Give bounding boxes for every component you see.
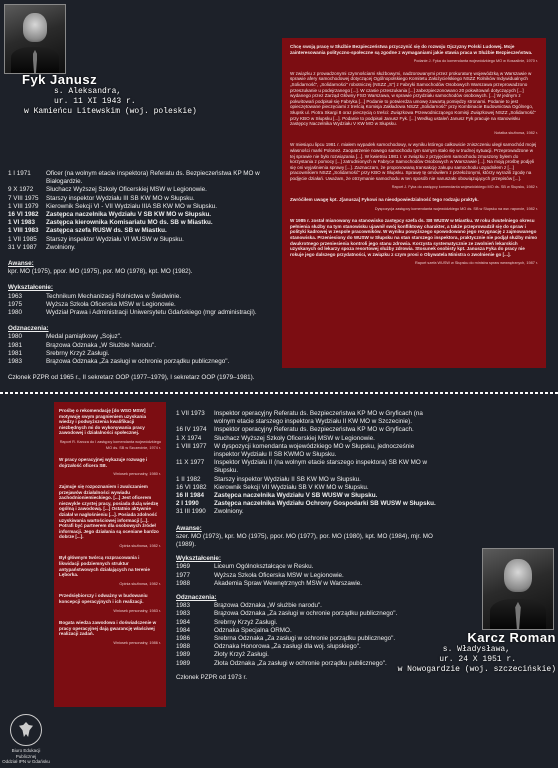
quote-source: Raport R. Karcza do I zastępcy komendanta wojewódzkiego MO ds. SB w Szczecinie, 1974 r.	[59, 439, 161, 450]
list-item: 1963 Technikum Mechanizacji Rolnictwa w Świdwinie.	[8, 292, 182, 300]
quote-source: Raport J. Fyka do zastępcy komendanta wojewódzkiego MO ds. SB w Słupsku, 1982 r.	[391, 185, 538, 190]
section-heading: Odznaczenia:	[8, 325, 49, 333]
name-line: s. Władysława,	[442, 645, 510, 654]
list-item: 1989 Złota Odznaka „Za zasługi w ochronie porządku publicznego".	[176, 659, 387, 667]
quote-text: Chcę swoją pracę w Służbie Bezpieczeństwa przyczynić się do rozwoju Ojczyzny Polski Ludowej. Moje zainteresowania polityczno-społeczne są zgodne z wymaganiami jakie stawia praca w Służbie Bezpieczeństwa.	[290, 44, 533, 55]
quotes-panel-karcz	[54, 402, 166, 707]
timeline-row: 16 VI 1982 Kierownik Sekcji VII Wydziału SB V KW MO w Słupsku.	[176, 483, 369, 491]
list-item: 1981 Brązowa Odznaka „W Służbie Narodu".	[8, 341, 157, 349]
quote-text: Zajmuje się rozpoznaniem i zwalczaniem przejawów działalności wywiadu zachodnioniemieckiego. [...] Jest oficerem niezwykle czystej pracy, posiada dużą wiedzę ogólną i zawodową. [...] Ostatnio aktywnie działał w nagłośnieniu [...]. Posiada zdolność uzyskiwania wartościowej informacji [...]. Potrafi być partnerem dla osobowych źródeł informacji. Jego działania są oceniane bardzo dobrze [...].	[59, 483, 159, 540]
person-name: Fyk Janusz	[22, 72, 98, 87]
list-item: 1983 Brązowa Odznaka „Za zasługi w ochronie porządku publicznego".	[176, 610, 398, 618]
decorations-list	[8, 333, 229, 366]
name-block-karcz	[356, 630, 556, 675]
timeline-row: 31 III 1990 Zwolniony.	[176, 508, 244, 516]
name-line: w Nowogardzie (woj. szczecińskie)	[397, 665, 556, 674]
footer-credit	[2, 748, 50, 765]
quote-source: Wniosek personalny, 1980 r.	[113, 472, 161, 477]
timeline-row: 1 VIII 1983 Zastępca szefa RUSW ds. SB w Miastku.	[8, 227, 167, 235]
timeline-row: 16 IV 1974 Inspektor operacyjny Referatu ds. Bezpieczeństwa KP MO w Gryficach.	[176, 426, 414, 434]
section-heading: Wykształcenie:	[176, 555, 222, 563]
list-item: 1988 Odznaka Honorowa „Za zasługi dla woj. słupskiego".	[176, 643, 361, 651]
section-heading: Wykształcenie:	[8, 284, 54, 292]
quote-source: Wniosek personalny, 1983 r.	[113, 608, 161, 613]
list-item: 1983 Brązowa Odznaka „W służbie narodu".	[176, 602, 322, 610]
timeline-row: 1 VIII 1977 W dyspozycji komendanta wojewódzkiego MO w Słupsku, jednocześnie inspektor Wydziału II SB KWMO w Słupsku.	[176, 442, 415, 459]
list-item: 1977 Wyższa Szkoła Oficerska MSW w Legionowie.	[176, 571, 344, 579]
quote-text: W miesiącu lipcu 1981 r. miałem wypadek samochodowy, w wyniku którego całkowicie zniszczeniu uległ samochód mojej własności marki Polonez. Zaopatrzenie nowego samochodu tym samym stało się w trudnej sytuacji. Przeprowadzone w tej sprawie nie było rozwiązania [...]. W kwietniu 1981 r. w związku z przyjęciem samochodu zmuszony byłem do korzystania z pomocy [...] zatrudnionych w Fabryce Samochodów Osobowych w Warszawie [...]. Na moją prośbę podjęli się oni wyjaśnienia sprawy [...]. Zaznaczam, że proponowaną transakcję zakupu samochodu uzgodniłem z [...] pracownikiem NSZZ „Solidarność" przy KBO w Słupsku. Sprawę tę omówiłem z przełożonymi, którzy wyrazili zgodę na podjęcie działań. Uważam, że otrzymanie samochodu w ten sposób nie naruszało obowiązujących przepisów [...].	[290, 142, 537, 181]
timeline-row: 1 VII 1985 Starszy inspektor Wydziału VI WUSW w Słupsku.	[8, 235, 184, 243]
timeline-row: 11 X 1977 Inspektor Wydziału II (na wolnym etacie starszego inspektora) SB KW MO w Słupsku.	[176, 459, 428, 475]
list-item: 1988 Akademia Spraw Wewnętrznych MSW w Warszawie.	[176, 579, 363, 587]
timeline-row: 1 X 1974 Słuchacz Wyższej Szkoły Oficerskiej MSW w Legionowie.	[176, 434, 375, 442]
timeline-row: 16 II 1984 Zastępca naczelnika Wydziału V SB WUSW w Słupsku.	[176, 492, 378, 500]
name-line: w Kamieńcu Litewskim (woj. poleskie)	[24, 107, 197, 116]
timeline-row: 7 VIII 1975 Starszy inspektor Wydziału III SB KW MO w Słupsku.	[8, 194, 195, 202]
timeline-row: 2 I 1990 Zastępca naczelnika Wydziału Ochrony Gospodarki SB WUSW w Słupsku.	[176, 500, 436, 508]
timeline-row: 1 VIII 1979 Kierownik Sekcji VI - VII Wydziału IIIA SB KW MO w Słupsku.	[8, 202, 218, 210]
timeline-row: 1 VI 1983 Zastępca kierownika Komisariatu MO ds. SB w Miastku.	[8, 219, 213, 227]
eagle-emblem-icon	[10, 714, 42, 746]
promotions-text: kpr. MO (1975), ppor. MO (1975), por. MO (1978), kpt. MO (1982).	[8, 268, 193, 276]
name-line: ur. 24 X 1951 r.	[439, 655, 516, 664]
section-heading: Awanse:	[176, 524, 202, 532]
list-item: 1984 Odznaka Specjalna ORMO.	[176, 626, 292, 634]
education-list	[8, 293, 257, 318]
timeline-row: 31 V 1987 Zwolniony.	[8, 243, 76, 251]
quote-text: Przedsiębiorczy i odważny w budowaniu koncepcji operacyjnych i ich realizacji.	[59, 593, 148, 605]
quote-text: W 1985 r. został mianowany na stanowisko zastępcy szefa ds. SB WUSW w Miastku. W roku dwutelniego okresu pełnienia służby na tym stanowisku ujawnił swój konfliktowy charakter, a także przeprowadził się do spraw i polityki kadrowej w zespole pracowników. W wyniku powyższego spowodowano jego rezygnację z zajmowanego stanowiska. Przeniesiony do WUSW w Słupsku na stan starszego inspektora, praktycznie nie podjął służby mimo dwukrotnego przeniesienia kontroli jego stanu zdrowia. Korzysta systematycznie ze zwolnień lekarskich uzyskanych od lekarzy spoza resortowej służby zdrowia. Stosunek osobisty kpt. Janusza Fyka do pracy nie rokuje jego dalszego przydatności, w związku z czym prosi o Obywatela Ministra o zwolnienie go [...].	[290, 218, 538, 257]
timeline-row: 1 VII 1973 Inspektor operacyjny Referatu ds. Bezpieczeństwa KP MO w Gryficach (na wolnym etacie starszego inspektora Wydziału II KW MO w Szczecinie).	[176, 410, 423, 426]
quote-text: Był głównym twórcą rozpracowania i likwidacji podziemnych struktur antypaństwowych działających na terenie Lęborka.	[59, 555, 150, 578]
quote-text: Zwróćiłem uwagę kpt. J[anusza] Fykowi na nieodpowiedzialność tego rodzaju praktyk.	[290, 197, 479, 203]
timeline-row: 1 I 1971 Oficer (na wolnym etacie inspektora) Referatu ds. Bezpieczeństwa KP MO w Białogardzie.	[8, 170, 260, 186]
section-heading: Odznaczenia:	[176, 594, 217, 602]
name-line: s. Aleksandra,	[54, 87, 122, 96]
list-item: 1981 Srebrny Krzyż Zasługi.	[8, 349, 110, 357]
quote-text: Prośbę o rekomendację [do WSO MSW] motywuję swym pragnieniem uzyskania wiedzy i podwyższenia kwalifikacji niezbędnych mi do wykonywania pracy zawodowej i działalności społecznej.	[59, 408, 147, 436]
footer-line: Biuro Edukacji Publicznej	[11, 748, 41, 759]
quote-source: Wniosek personalny, 1986 r.	[113, 641, 161, 645]
list-item: 1980 Medal pamiątkowy „Sojuz".	[8, 333, 122, 341]
timeline-row: 1 II 1982 Starszy inspektor Wydziału II SB KW MO w Słupsku.	[176, 475, 361, 483]
list-item: 1975 Wyższa Szkoła Oficerska MSW w Legionowie.	[8, 300, 176, 308]
section-heading: Awanse:	[8, 260, 34, 268]
quote-source: Opinia służbowa, 1982 r.	[119, 581, 161, 586]
service-timeline	[8, 170, 266, 252]
quote-text: W związku z prowadzonymi czynnościami służbowymi, nadzorowanymi przez prokuraturę wojewódzką w Warszawie w sprawie afery samochodowej dotyczącej Ogólnopolskiego Komitetu Założycielskiego NSZZ Rolników Indywidualnych „Solidarność", „Solidarności" robotniczej (NSZZ „S") z Fabryki Samochodów Osobowych Warszawa przeprowadzono przeszukanie u podejrzanego [...]. W czasie przeszukania [...] zabezpieczonowano 20 pokwitowań dotyczących [...] wydanego przez Zarząd Główny FSO Warszawa, w sprawie przydziału samochodów osobowych. [...] W jednym z pokwitowań podpisał się Fabryka [...] Podanie to potwierdza umowę zawartą pomiędzy stronami. Podanie to jest opieczętowane pieczęciami z treścią Komisja Zakładowa NSZZ „Solidarność" przy Kombinacie Budownictwa Ogólnego, Słupsk ul. Piotra Skargi 8 oraz pieczęcią o treści: Związkowa Przewodniczącego Komisji Związkowej NSZZ „Solidarność" przy KBO w Słupsku [...]. Podanie to podpisał Janusz Fyk. [...] Według ustaleń Janusz Fyk pracuje na stanowisku zastępcy Naczelnika Wydziału V KW MO w Słupsku.	[290, 70, 536, 127]
name-block-fyk	[22, 72, 242, 117]
footer-line: Oddział IPN w Gdańsku	[2, 759, 50, 764]
quote-source: Podanie J. Fyka do komendanta wojewódzkiego MO w Koszalinie, 1970 r.	[413, 59, 538, 64]
person-name: Karcz Roman	[467, 630, 556, 645]
party-membership: Członek PZPR od 1965 r., II sekretarz OOP (1977–1979), I sekretarz OOP (1979–1981).	[8, 374, 255, 382]
list-item: 1984 Srebrny Krzyż Zasługi.	[176, 618, 278, 626]
section-divider	[0, 392, 558, 394]
timeline-row: 9 X 1972 Słuchacz Wyższej Szkoły Oficerskiej MSW w Legionowie.	[8, 186, 207, 194]
list-item: 1969 Liceum Ogólnokształcące w Resku.	[176, 563, 314, 571]
list-item: 1989 Złoty Krzyż Zasługi.	[176, 651, 269, 659]
promotions-text: szer. MO (1973), kpr. MO (1975), ppor. MO (1977), por. MO (1980), kpt. MO (1984), mjr. MO (1989).	[176, 532, 433, 549]
portrait-photo-karcz	[482, 548, 554, 630]
quote-source: Opinia służbowa, 1982 r.	[119, 543, 161, 548]
education-list	[176, 563, 362, 588]
quote-text: W pracy operacyjnej wykazuje rozwagę i dojrzałość oficera SB.	[59, 457, 148, 468]
quote-source: Dyspozycja zastępcy komendanta wojewódzkiego MO ds. SB w Słupsku na ww. raporcie, 1982 r.	[374, 206, 538, 211]
service-timeline	[176, 410, 438, 517]
list-item: 1980 Wydział Prawa i Administracji Uniwersytetu Gdańskiego (mgr administracji).	[8, 309, 257, 317]
bio-fyk	[8, 170, 266, 382]
name-line: ur. 11 XI 1943 r.	[54, 97, 136, 106]
quotes-panel-fyk	[282, 38, 546, 368]
portrait-photo-fyk	[4, 4, 66, 74]
list-item: 1986 Srebrna Odznaka „Za zasługi w ochronie porządku publicznego".	[176, 635, 396, 643]
timeline-row: 16 VI 1982 Zastępca naczelnika Wydziału V SB KW MO w Słupsku.	[8, 211, 212, 219]
quote-source: Notatka służbowa, 1982 r.	[494, 130, 538, 135]
party-membership: Członek PZPR od 1973 r.	[176, 673, 248, 681]
list-item: 1983 Brązowa Odznaka „Za zasługi w ochronie porządku publicznego".	[8, 358, 230, 366]
quote-source: Raport szefa WUSW w Słupsku do ministra spraw wewnętrznych, 1987 r.	[414, 261, 538, 266]
quote-text: Bogata wiedza zawodowa i doświadczenie w pracy operacyjnej dają gwarancję właściwej realizacji zadań.	[59, 620, 157, 637]
